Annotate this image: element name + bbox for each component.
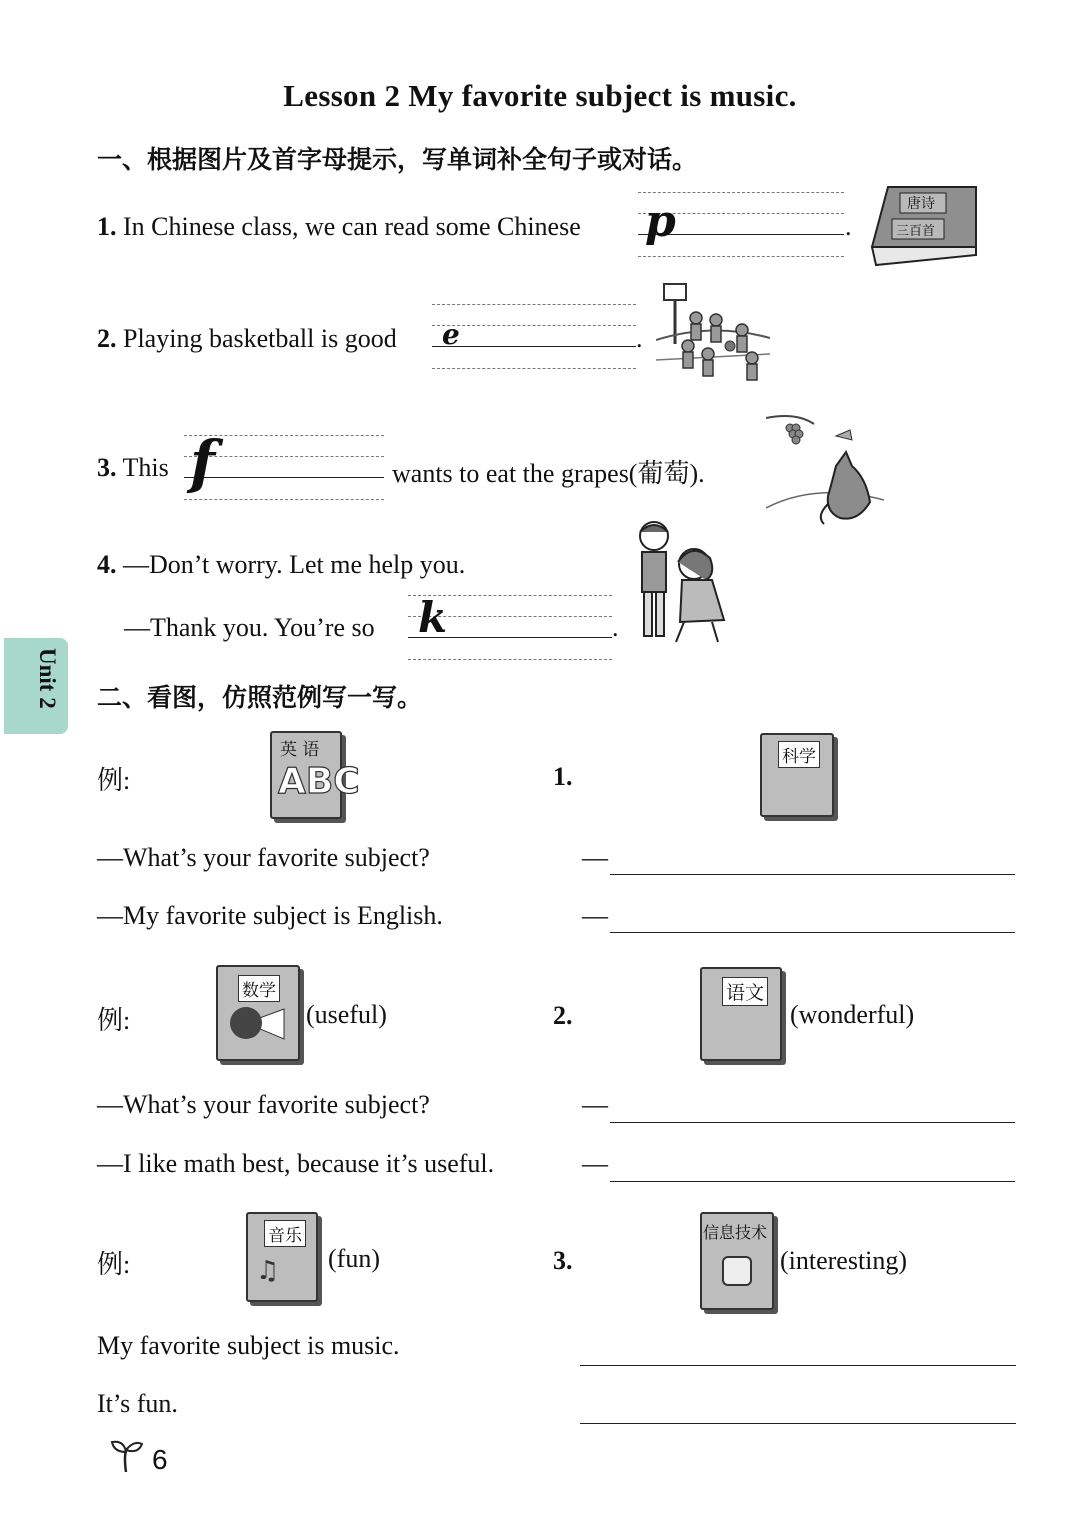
q3-text-before: This xyxy=(122,453,169,482)
q1-number: 1. xyxy=(97,212,117,241)
page-number: 6 xyxy=(152,1444,168,1475)
science-book-title: 科学 xyxy=(778,741,820,768)
q2 xyxy=(97,324,397,354)
task1-answer-line-2[interactable] xyxy=(610,932,1015,933)
example2-question: —What’s your favorite subject? xyxy=(97,1090,430,1119)
task2-number: 2. xyxy=(553,1001,573,1030)
task1-answer-line-1[interactable] xyxy=(610,874,1015,875)
abc-letters-icon: ABC xyxy=(278,761,360,802)
q2-number: 2. xyxy=(97,324,117,353)
task1-dash-1: — xyxy=(582,843,608,872)
book-title-line1: 唐诗 xyxy=(907,196,935,212)
chinese-book-image xyxy=(700,967,782,1061)
task3-answer-line-1[interactable] xyxy=(580,1365,1016,1366)
music-note-icon: ♫ xyxy=(256,1256,280,1286)
q3-number: 3. xyxy=(97,453,117,482)
task2-dash-2: — xyxy=(582,1149,608,1178)
chinese-book-title: 语文 xyxy=(722,977,768,1006)
q3 xyxy=(97,453,169,483)
music-book-title: 音乐 xyxy=(264,1220,306,1247)
q4-text-line2: —Thank you. You’re so xyxy=(124,613,375,642)
task3-answer-line-2[interactable] xyxy=(580,1423,1016,1424)
it-book-title: 信息技术 xyxy=(703,1223,768,1242)
example2-hint: (useful) xyxy=(306,1000,387,1029)
sprout-icon xyxy=(110,1438,144,1474)
example3-sentence-1: My favorite subject is music. xyxy=(97,1331,400,1360)
page-title: Lesson 2 My favorite subject is music. xyxy=(283,78,797,113)
section1-heading: 一、根据图片及首字母提示，写单词补全句子或对话。 xyxy=(97,145,698,174)
task1-dash-2: — xyxy=(582,901,608,930)
q2-period: . xyxy=(636,324,643,353)
q1 xyxy=(97,212,581,242)
task3-number: 3. xyxy=(553,1246,573,1275)
math-book-image xyxy=(216,965,300,1061)
task2-answer-line-2[interactable] xyxy=(610,1181,1015,1182)
task2-hint: (wonderful) xyxy=(790,1000,915,1029)
robot-icon xyxy=(722,1256,752,1286)
q3-hint-letter: f xyxy=(190,428,215,496)
task3-hint: (interesting) xyxy=(780,1246,908,1275)
q2-hint-letter: e xyxy=(442,318,460,351)
example3-label: 例: xyxy=(97,1250,131,1279)
example1-question: —What’s your favorite subject? xyxy=(97,843,430,872)
q4-text-line1: —Don’t worry. Let me help you. xyxy=(123,550,466,579)
task2-dash-1: — xyxy=(582,1090,608,1119)
math-book-title: 数学 xyxy=(238,975,280,1002)
basketball-players-image xyxy=(656,280,770,390)
q1-hint-letter: p xyxy=(645,196,676,247)
example2-answer: —I like math best, because it’s useful. xyxy=(97,1149,495,1178)
q2-writing-line[interactable] xyxy=(432,302,636,370)
fox-and-grapes-image xyxy=(766,412,884,528)
q4-number: 4. xyxy=(97,550,117,579)
task1-number: 1. xyxy=(553,762,573,791)
music-book-image xyxy=(246,1212,318,1302)
example1-answer: —My favorite subject is English. xyxy=(97,901,443,930)
example3-sentence-2: It’s fun. xyxy=(97,1389,178,1418)
book-title-line2: 三百首 xyxy=(896,224,936,239)
task2-answer-line-1[interactable] xyxy=(610,1122,1015,1123)
pie-chart-icon xyxy=(226,1003,286,1043)
q1-period: . xyxy=(845,212,852,241)
q1-text: In Chinese class, we can read some Chinese xyxy=(123,212,581,241)
q4-period: . xyxy=(612,613,619,642)
example1-label: 例: xyxy=(97,766,131,795)
q4-line1 xyxy=(97,550,465,580)
unit-tab-label: Unit 2 xyxy=(35,648,60,709)
english-book-title: 英 语 xyxy=(280,740,320,760)
tang-poems-book-image xyxy=(870,185,970,263)
q3-text-after: wants to eat the grapes(葡萄). xyxy=(392,459,705,488)
section2-heading: 二、看图，仿照范例写一写。 xyxy=(97,683,423,712)
it-book-image xyxy=(700,1212,774,1310)
example2-label: 例: xyxy=(97,1006,131,1035)
q4-hint-letter: k xyxy=(418,593,448,642)
science-book-image xyxy=(760,733,834,817)
kind-children-image xyxy=(632,518,732,650)
english-book-image xyxy=(270,731,360,819)
example3-hint: (fun) xyxy=(328,1244,380,1273)
q2-text: Playing basketball is good xyxy=(123,324,397,353)
